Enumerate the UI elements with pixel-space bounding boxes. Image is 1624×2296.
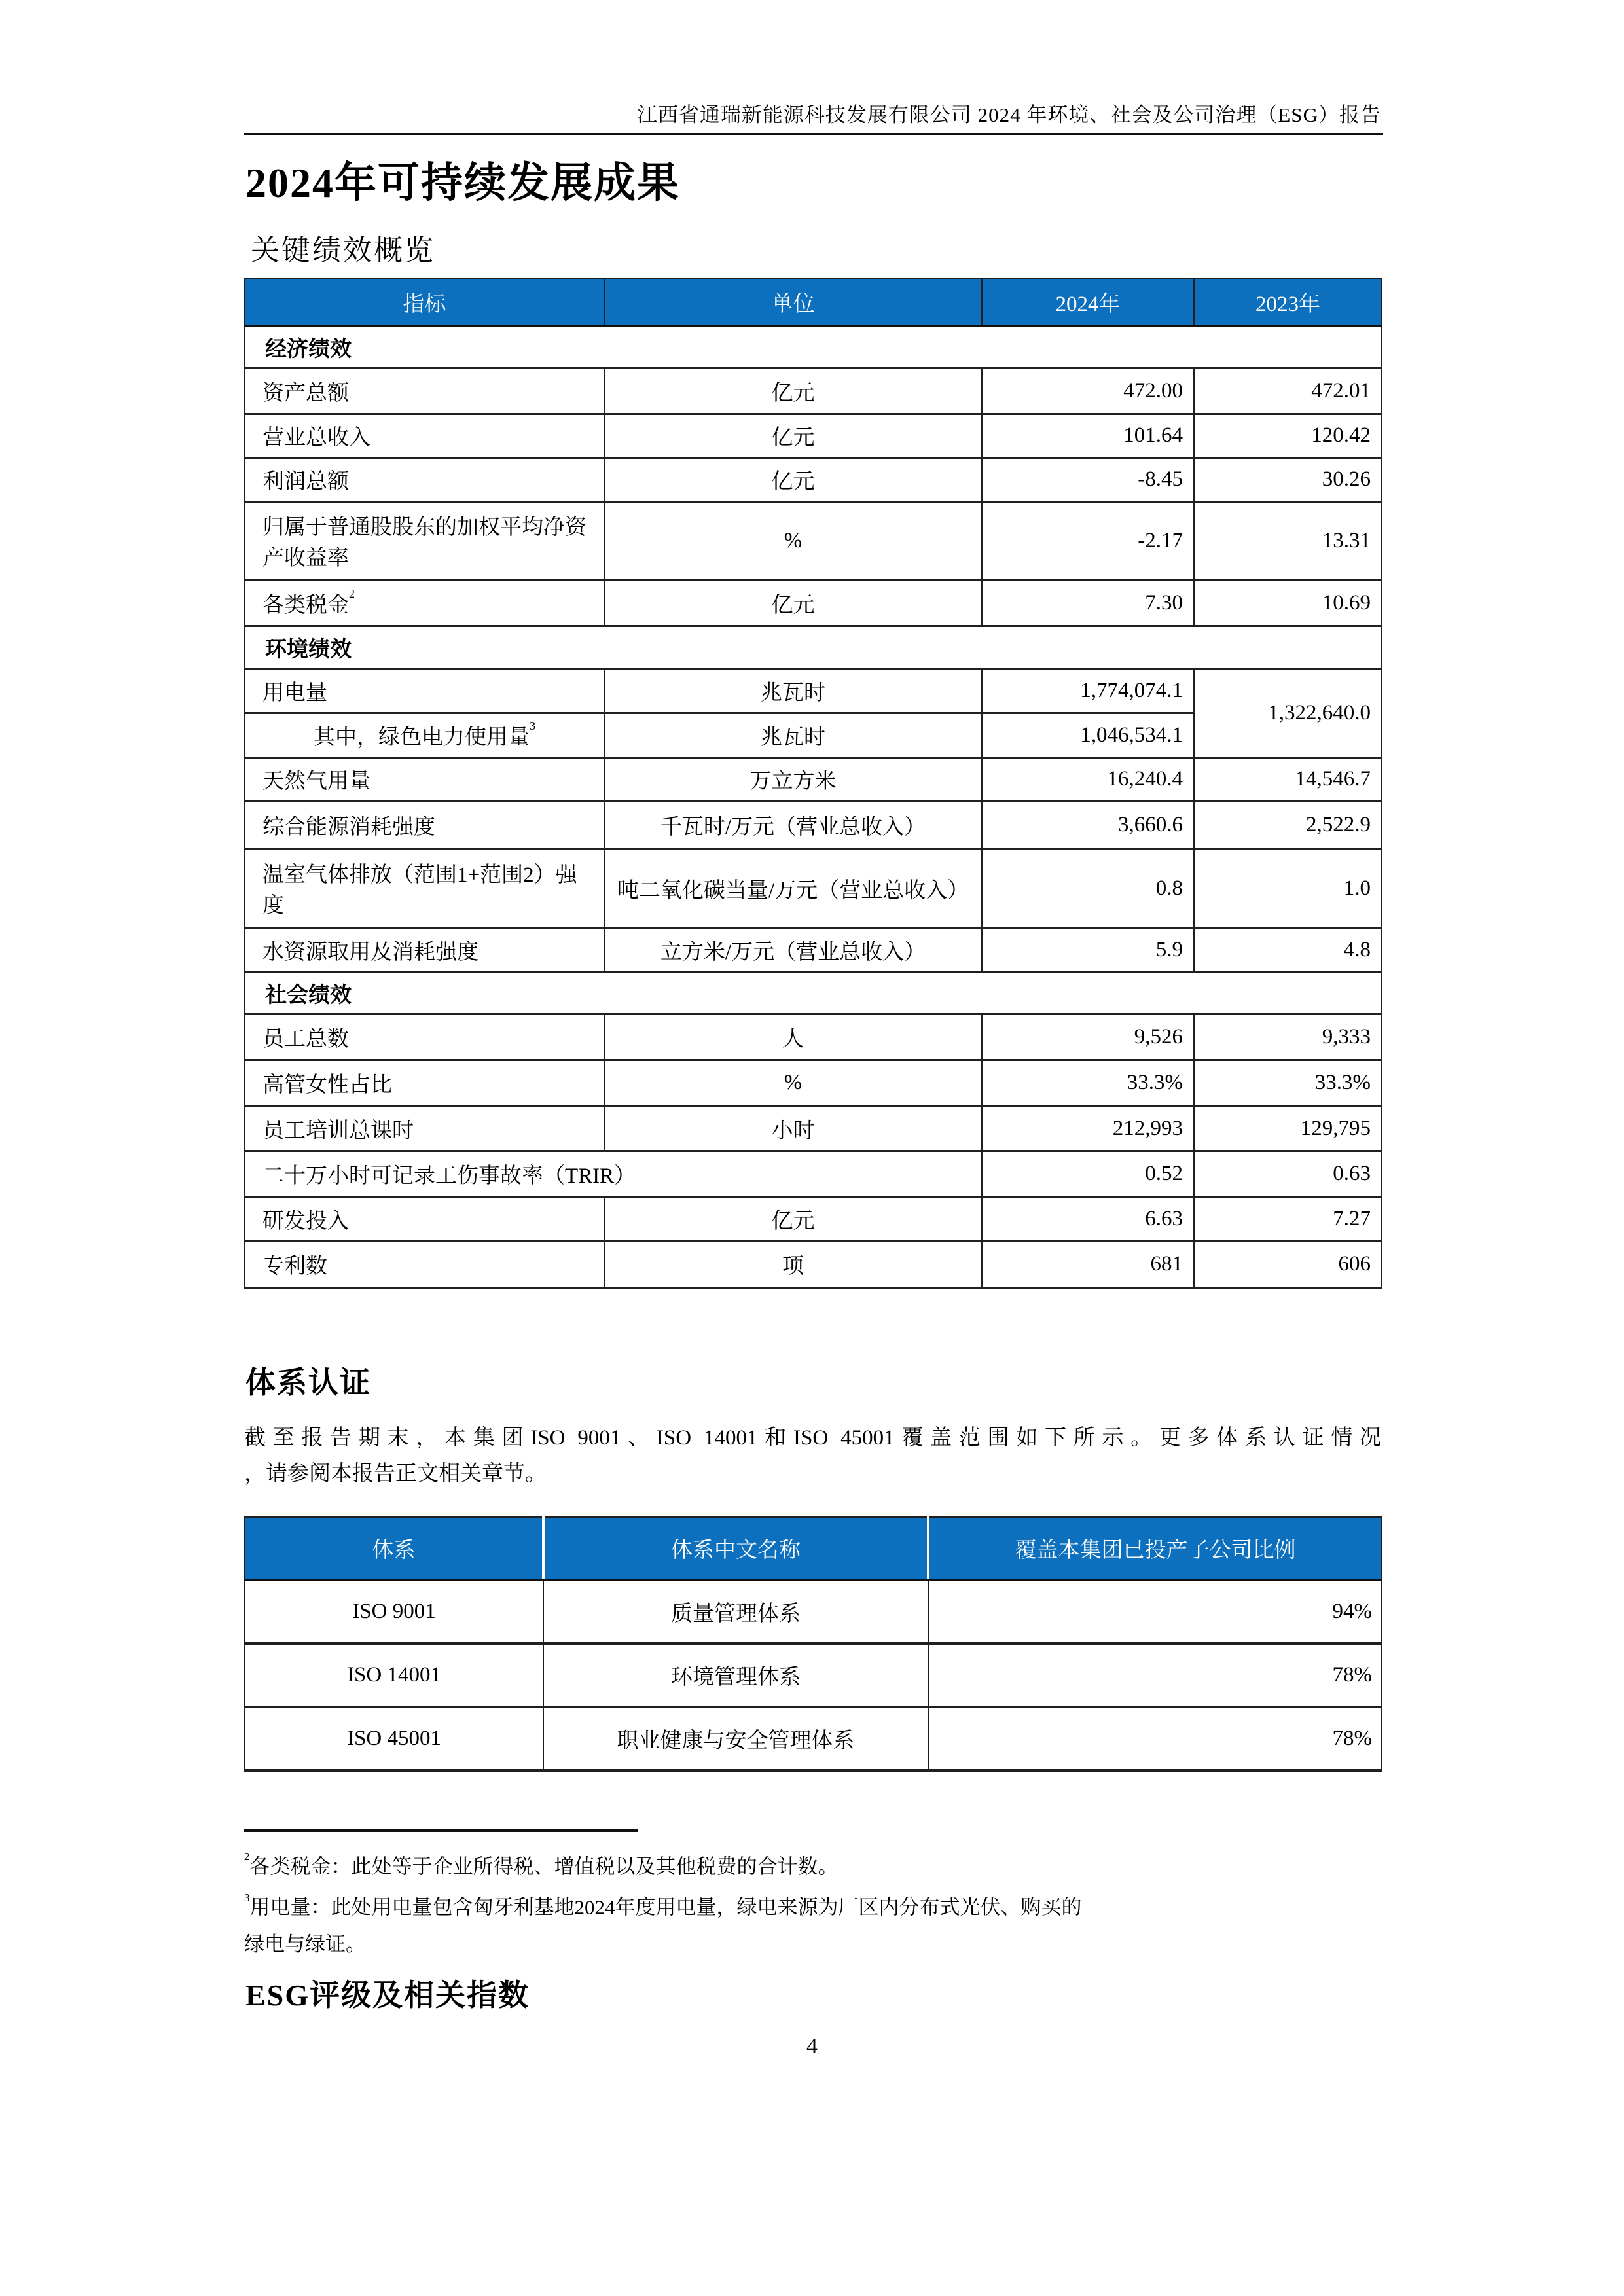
kpi-unit: % [604, 501, 982, 580]
kpi-indicator: 用电量 [245, 669, 604, 713]
kpi-indicator: 员工总数 [245, 1014, 604, 1060]
kpi-indicator [245, 580, 604, 626]
kpi-indicator: 营业总收入 [245, 414, 604, 457]
table-row [245, 1196, 1382, 1241]
cert-name: 环境管理体系 [543, 1643, 928, 1707]
kpi-value-2024: 0.52 [982, 1151, 1194, 1196]
kpi-section-label: 环境绩效 [245, 626, 1382, 669]
cert-system: ISO 45001 [245, 1707, 543, 1771]
kpi-indicator: 研发投入 [245, 1196, 604, 1241]
cert-system: ISO 9001 [245, 1580, 543, 1643]
cert-name: 职业健康与安全管理体系 [543, 1707, 928, 1771]
kpi-value-2024: -2.17 [982, 501, 1194, 580]
kpi-unit: 千瓦时/万元（营业总收入） [604, 801, 982, 849]
kpi-value-2024: 681 [982, 1241, 1194, 1287]
kpi-unit: 亿元 [604, 1196, 982, 1241]
kpi-value-2024: 9,526 [982, 1014, 1194, 1060]
kpi-indicator: 归属于普通股股东的加权平均净资产收益率 [245, 501, 604, 580]
kpi-indicator: 综合能源消耗强度 [245, 801, 604, 849]
kpi-unit: 人 [604, 1014, 982, 1060]
kpi-value-2024: 212,993 [982, 1106, 1194, 1151]
table-row [245, 501, 1382, 580]
kpi-unit: 吨二氧化碳当量/万元（营业总收入） [604, 849, 982, 927]
kpi-value-2024: 1,774,074.1 [982, 669, 1194, 713]
kpi-indicator-text: 其中，绿色电力使用量 [314, 725, 530, 749]
kpi-value-2024: 3,660.6 [982, 801, 1194, 849]
certification-table [244, 1516, 1382, 1772]
kpi-value-2023-merged: 1,322,640.0 [1194, 669, 1382, 757]
table-row [245, 1106, 1382, 1151]
table-row [245, 669, 1382, 713]
kpi-header-row [245, 279, 1382, 326]
kpi-value-2024: 6.63 [982, 1196, 1194, 1241]
kpi-col-2023: 2023年 [1194, 279, 1382, 326]
cert-col-system: 体系 [245, 1517, 543, 1580]
footnote-text: 用电量：此处用电量包含匈牙利基地2024年度用电量，绿电来源为厂区内分布式光伏、购买的 [249, 1895, 1082, 1919]
kpi-unit: 亿元 [604, 580, 982, 626]
kpi-indicator: 资产总额 [245, 368, 604, 414]
kpi-section-label: 社会绩效 [245, 972, 1382, 1014]
kpi-value-2023: 4.8 [1194, 927, 1382, 972]
kpi-unit: 小时 [604, 1106, 982, 1151]
kpi-unit: 兆瓦时 [604, 713, 982, 757]
kpi-indicator: 二十万小时可记录工伤事故率（TRIR） [245, 1151, 982, 1196]
footnote-text: 绿电与绿证。 [244, 1932, 366, 1956]
kpi-value-2023: 10.69 [1194, 580, 1382, 626]
kpi-value-2024: 7.30 [982, 580, 1194, 626]
table-row [245, 1580, 1382, 1643]
table-row [245, 414, 1382, 457]
kpi-col-indicator: 指标 [245, 279, 604, 326]
page-number: 4 [806, 2034, 818, 2058]
footnote [244, 1844, 1381, 1885]
kpi-indicator: 天然气用量 [245, 757, 604, 801]
kpi-value-2024: 16,240.4 [982, 757, 1194, 801]
page-title: 2024年可持续发展成果 [245, 160, 680, 206]
kpi-unit: 亿元 [604, 414, 982, 457]
table-row [245, 1241, 1382, 1287]
kpi-unit: 亿元 [604, 368, 982, 414]
kpi-col-unit: 单位 [604, 279, 982, 326]
kpi-value-2024: -8.45 [982, 457, 1194, 501]
kpi-value-2024: 101.64 [982, 414, 1194, 457]
cert-system: ISO 14001 [245, 1643, 543, 1707]
kpi-indicator: 利润总额 [245, 457, 604, 501]
kpi-value-2023: 33.3% [1194, 1060, 1382, 1106]
cert-header-row [245, 1517, 1382, 1580]
table-row [245, 1151, 1382, 1196]
kpi-value-2023: 9,333 [1194, 1014, 1382, 1060]
kpi-unit: 兆瓦时 [604, 669, 982, 713]
table-row [245, 1707, 1382, 1771]
cert-name: 质量管理体系 [543, 1580, 928, 1643]
kpi-col-2024: 2024年 [982, 279, 1194, 326]
kpi-indicator: 专利数 [245, 1241, 604, 1287]
kpi-unit: 项 [604, 1241, 982, 1287]
kpi-value-2024: 472.00 [982, 368, 1194, 414]
table-row [245, 1060, 1382, 1106]
cert-coverage: 78% [928, 1707, 1382, 1771]
cert-col-coverage: 覆盖本集团已投产子公司比例 [928, 1517, 1382, 1580]
kpi-unit: 万立方米 [604, 757, 982, 801]
kpi-indicator [245, 713, 604, 757]
kpi-indicator: 温室气体排放（范围1+范围2）强度 [245, 849, 604, 927]
page-header-title: 江西省通瑞新能源科技发展有限公司 2024 年环境、社会及公司治理（ESG）报告 [636, 103, 1381, 126]
kpi-value-2024: 33.3% [982, 1060, 1194, 1106]
kpi-value-2024: 5.9 [982, 927, 1194, 972]
table-row [245, 801, 1382, 849]
esg-rating-heading: ESG评级及相关指数 [245, 1979, 530, 2012]
table-row [245, 368, 1382, 414]
intro-line: ，请参阅本报告正文相关章节。 [244, 1462, 547, 1486]
footnotes [244, 1844, 1381, 1963]
table-row [245, 849, 1382, 927]
header-rule [244, 133, 1383, 135]
table-row [245, 927, 1382, 972]
kpi-value-2023: 13.31 [1194, 501, 1382, 580]
kpi-unit: 亿元 [604, 457, 982, 501]
kpi-indicator: 水资源取用及消耗强度 [245, 927, 604, 972]
table-row [245, 580, 1382, 626]
footnote-marker: 3 [530, 719, 536, 732]
kpi-value-2023: 0.63 [1194, 1151, 1382, 1196]
table-row [245, 457, 1382, 501]
kpi-section-heading: 关键绩效概览 [251, 234, 435, 266]
footnote-marker: 2 [244, 1850, 250, 1863]
footnote [244, 1885, 1381, 1962]
kpi-indicator: 员工培训总课时 [245, 1106, 604, 1151]
kpi-value-2023: 30.26 [1194, 457, 1382, 501]
kpi-indicator-text: 各类税金 [262, 593, 349, 617]
kpi-value-2023: 1.0 [1194, 849, 1382, 927]
kpi-value-2023: 7.27 [1194, 1196, 1382, 1241]
footnote-separator [244, 1829, 638, 1832]
kpi-section-label: 经济绩效 [245, 326, 1382, 368]
kpi-unit: 立方米/万元（营业总收入） [604, 927, 982, 972]
kpi-table [244, 278, 1382, 1289]
cert-col-name: 体系中文名称 [543, 1517, 928, 1580]
kpi-unit: % [604, 1060, 982, 1106]
kpi-section-row [245, 326, 1382, 368]
footnote-marker: 3 [244, 1891, 250, 1904]
kpi-value-2023: 14,546.7 [1194, 757, 1382, 801]
kpi-section-row [245, 626, 1382, 669]
kpi-value-2023: 606 [1194, 1241, 1382, 1287]
kpi-section-row [245, 972, 1382, 1014]
kpi-value-2024: 1,046,534.1 [982, 713, 1194, 757]
certification-intro [244, 1420, 1381, 1492]
footnote-text: 各类税金：此处等于企业所得税、增值税以及其他税费的合计数。 [249, 1855, 839, 1878]
table-row [245, 1643, 1382, 1707]
certification-heading: 体系认证 [245, 1366, 371, 1399]
kpi-value-2023: 472.01 [1194, 368, 1382, 414]
table-row [245, 1014, 1382, 1060]
cert-coverage: 78% [928, 1643, 1382, 1707]
footnote-marker: 2 [349, 586, 355, 600]
cert-coverage: 94% [928, 1580, 1382, 1643]
kpi-value-2023: 2,522.9 [1194, 801, 1382, 849]
kpi-value-2024: 0.8 [982, 849, 1194, 927]
kpi-value-2023: 129,795 [1194, 1106, 1382, 1151]
table-row [245, 757, 1382, 801]
kpi-value-2023: 120.42 [1194, 414, 1382, 457]
kpi-indicator: 高管女性占比 [245, 1060, 604, 1106]
intro-line: 截至报告期末，本集团ISO 9001、ISO 14001和ISO 45001覆盖范围如下所示。更多体系认证情况 [244, 1426, 1381, 1450]
